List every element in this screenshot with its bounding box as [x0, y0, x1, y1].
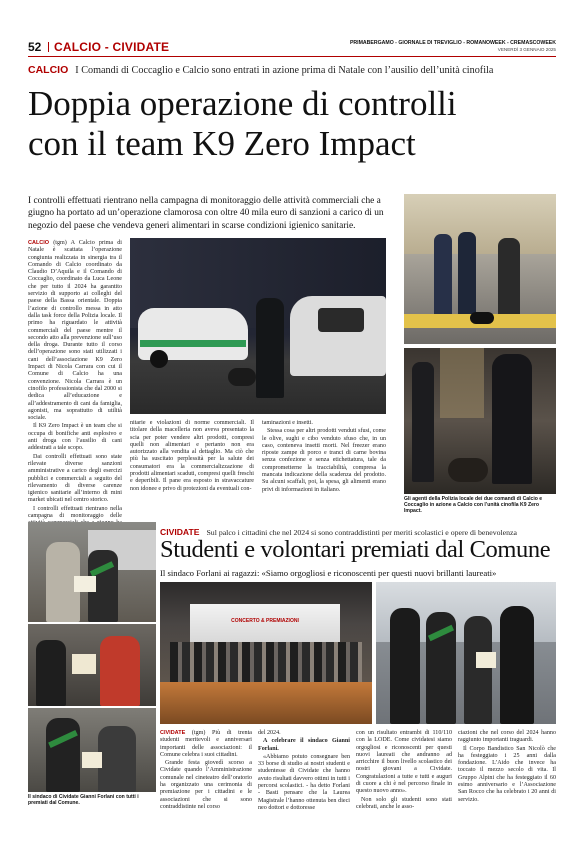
officer [412, 362, 434, 482]
car-stripe [140, 340, 246, 347]
lead-in: CIVIDATE [160, 730, 186, 736]
building-facade [404, 194, 556, 254]
article-column-2 [130, 420, 254, 508]
article-column-1 [28, 240, 123, 519]
body-text: I controlli effettuati rientrano nella campagna di monitoraggio delle [28, 505, 122, 519]
body-text: Il Corpo Bandistico San Nicolò che ha festeggiato i 25 anni dalla fondazione. L’Aido che invece ha toccato il mezzo secolo di vita. Il Gruppo Alpini che ha festeggiato il 60 esimo anniversario e l’Associazione San Rocco che ha celebrato i 20 anni di servizio. [458, 745, 556, 803]
dog [470, 312, 494, 324]
body-text: «Abbiamo potuto consegnare ben 33 borse di studio ai nostri studenti e studentesse di Cividate che hanno avuto risultati davvero ottimi in tutti i percorsi scolastici. - ha detto Forlani - Basti pensare che la Laurea Magistrale l’hanno ottenuta ben dieci neo dottori e dottoresse [258, 753, 350, 811]
subheadline: I controlli effettuati rientrano nella campagna di monitoraggio delle attività commerciali che a giugno ha portato ad un’operazione clamorosa con oltre 40 mila euro di sanzioni a carico di un negozio del paese che vendeva generi alimentari in scarse condizioni igienico sanitarie. [28, 196, 384, 231]
officer [458, 232, 476, 324]
photo-caption: Il sindaco di Cividate Gianni Forlani con tutti i premiati dal Comune. [28, 794, 139, 807]
body-text: Non solo gli studenti sono stati celebrati, anche le asso- [356, 796, 452, 810]
photo-police-car-night [130, 238, 386, 414]
headline-line-2: con il team K9 Zero Impact [28, 124, 416, 163]
article-column-2 [258, 730, 350, 814]
article-column-1 [160, 730, 252, 814]
place-tag: CALCIO [28, 64, 69, 76]
body-text: ciazioni che nel corso del 2024 hanno raggiunto importanti traguardi. [458, 730, 556, 744]
person [36, 640, 66, 706]
headline: Studenti e volontari premiati dal Comune [160, 536, 551, 563]
headline-line-1: Doppia operazione di controlli [28, 84, 457, 123]
body-text: Il K9 Zero Impact è un team che si occupa di bonifiche anti esplosivo e anti droga con l’ausilio di cani addestrati a tale scopo. [28, 423, 122, 452]
stage-banner-text: CONCERTO & PREMIAZIONI [231, 618, 299, 624]
photo-caption: Gli agenti della Polizia locale dei due comandi di Calcio e Coccaglio in azione a Calcio con l’unità cinofila K9 Zero Impact. [404, 496, 543, 515]
header-divider [48, 42, 49, 52]
photo-award-ceremony [28, 522, 156, 622]
kicker-line [28, 60, 556, 78]
certificate [476, 652, 496, 668]
person [100, 636, 140, 706]
body-text: nitarie e violazioni di norme commerciali. Il titolare della macelleria non aveva presentato la scia per poter vendere altri prodotti, compresi quelli non alimentari e pertanto non era autorizzato alla vendita al dettaglio. Ma ciò che più ha suscitato perplessità per la salute dei consumatori era la commercializzazione di prodotti alimentari scaduti, compresi quelli freschi e deperibili. Il pane era esposto in stravaccature non idonee e privo di protezioni da eventuali con- [130, 420, 254, 492]
officer [498, 238, 520, 324]
article-column-4 [458, 730, 556, 814]
certificate [74, 576, 96, 592]
section-title: CALCIO - CIVIDATE [54, 40, 170, 54]
article-column-3 [262, 420, 386, 508]
headline [28, 84, 556, 164]
lead-in-tag: (tgm) [53, 240, 67, 246]
page-number: 52 [28, 40, 42, 54]
officer [492, 354, 532, 484]
photo-association-award [28, 624, 156, 706]
person [464, 616, 492, 724]
body-text: con un risultato entrambi di 110/110 con la LODE. Come cividatesi siamo orgogliosi e riconoscenti per questi nuovi laureati che andranno ad arricchire il buon livello scolastico dei nostri giovani a Cividate. Congratulazioni a tutte e tutti e auguri di cuore a chi è nel percorso finale in questo nuovo anno». [356, 730, 452, 795]
photo-mayor-group [376, 582, 556, 724]
place-tag: CIVIDATE [160, 527, 200, 537]
body-text: Stessa cosa per altri prodotti venduti sfusi, come le olive, sughi e cibo venduto sfuso che, in un caso, conteneva insetti morti. Nel freezer erano riposte zampe di porco e tranci di carne bovina senza confezione e senza etichettatura, tale da comprometterne la tracciabilità, compresa la mancata indicazione della scadenza del prodotto. Su alcuni scaffali, poi, la spesa, gli alimenti erano privi di informazioni in italiano. [262, 428, 386, 493]
dog [448, 458, 488, 482]
certificate [72, 654, 96, 674]
officer [434, 234, 452, 324]
article-calcio [28, 60, 556, 519]
body-text: A Calcio prima di Natale è scattata l’operazione congiunta realizzata in sinergia tra il Comando di Calcio coordinato da Claudio D’Aquila e il Comando di Coccaglio, coordinato da Luca Leone che per tutto il 2024 ha garantito servizio di supporto ai colleghi del paese della Bassa orientale. Doppia l’azione di controllo messa in atto dalla task force della Polizia locale. Il primo ha riguardato le attività commerciali del paese mentre il secondo atto alla prevenzione sull’uso della droga. Durante tutto il corso dell’operazione sono stati utilizzati i cani dell’associazione K9 Zero Impact di Nicola Carrara con cui il Comune di Calcio ha una convenzione. Nicola Carrara è un cinofilo professionista che dal 2000 si dedica all’educazione e all’addestramento di cani da famiglia, agonisti, ma soprattutto di utilità sociale. [28, 240, 123, 422]
body-text: Più di trenta studenti meritevoli e anniversari importanti delle associazioni: il Comune celebra i suoi cittadini. [160, 730, 252, 758]
article-column-3 [356, 730, 452, 814]
lead-in-tag: (tgm) [191, 730, 206, 736]
header-rule [28, 56, 556, 57]
window-light [440, 348, 484, 418]
stage-floor [160, 682, 372, 724]
body-text: A celebrare il sindaco Gianni Forlani. [258, 738, 350, 752]
body-text: del 2024. [258, 730, 281, 736]
issue-date: VENERDÌ 3 GENNAIO 2025 [497, 47, 556, 52]
photo-mayor-with-honoree [28, 708, 156, 792]
photo-stage-group [160, 582, 372, 724]
person [500, 606, 534, 724]
officer [256, 298, 284, 398]
lead-in: CALCIO [28, 240, 50, 246]
photo-officer-with-dog [404, 348, 556, 494]
van-window [318, 308, 364, 332]
kicker-text: Sul palco i cittadini che nel 2024 si sono contraddistinti per meriti scolastici e opere di benevolenza [206, 528, 517, 537]
body-text: Grande festa giovedì scorso a Cividate quando l’Amministrazione comunale nel cineteatro dell’oratorio ha organizzato una cerimonia di premiazione per i cittadini e le associazioni che si sono contraddistinte nel corso [160, 760, 252, 810]
kicker-text: I Comandi di Coccaglio e Calcio sono entrati in azione prima di Natale con l’ausilio dell’unità cinofila [75, 65, 494, 76]
page-header [28, 40, 556, 54]
car-wheel [150, 350, 168, 368]
publication-list: PRIMABERGAMO - GIORNALE DI TREVIGLIO - ROMANOWEEK - CREMASCOWEEK [349, 40, 556, 46]
dog [228, 368, 256, 386]
body-text: taminazioni e insetti. [262, 420, 313, 426]
photo-officers-street [404, 194, 556, 344]
body-text: Dai controlli effettuati sono state rilevate diverse sanzioni amministrative a carico degli esercizi pubblici e commerciali a seguito del rilevamento di diverse carenze igienico sanitarie all’interno di mini market ubicati nel centro storico. [28, 453, 122, 504]
crowd-row [170, 642, 362, 682]
certificate [82, 752, 102, 768]
subheadline: Il sindaco Forlani ai ragazzi: «Siamo orgogliosi e riconoscenti per questi nuovi brillanti laureati» [160, 568, 497, 578]
person [390, 608, 420, 724]
person [98, 726, 136, 792]
